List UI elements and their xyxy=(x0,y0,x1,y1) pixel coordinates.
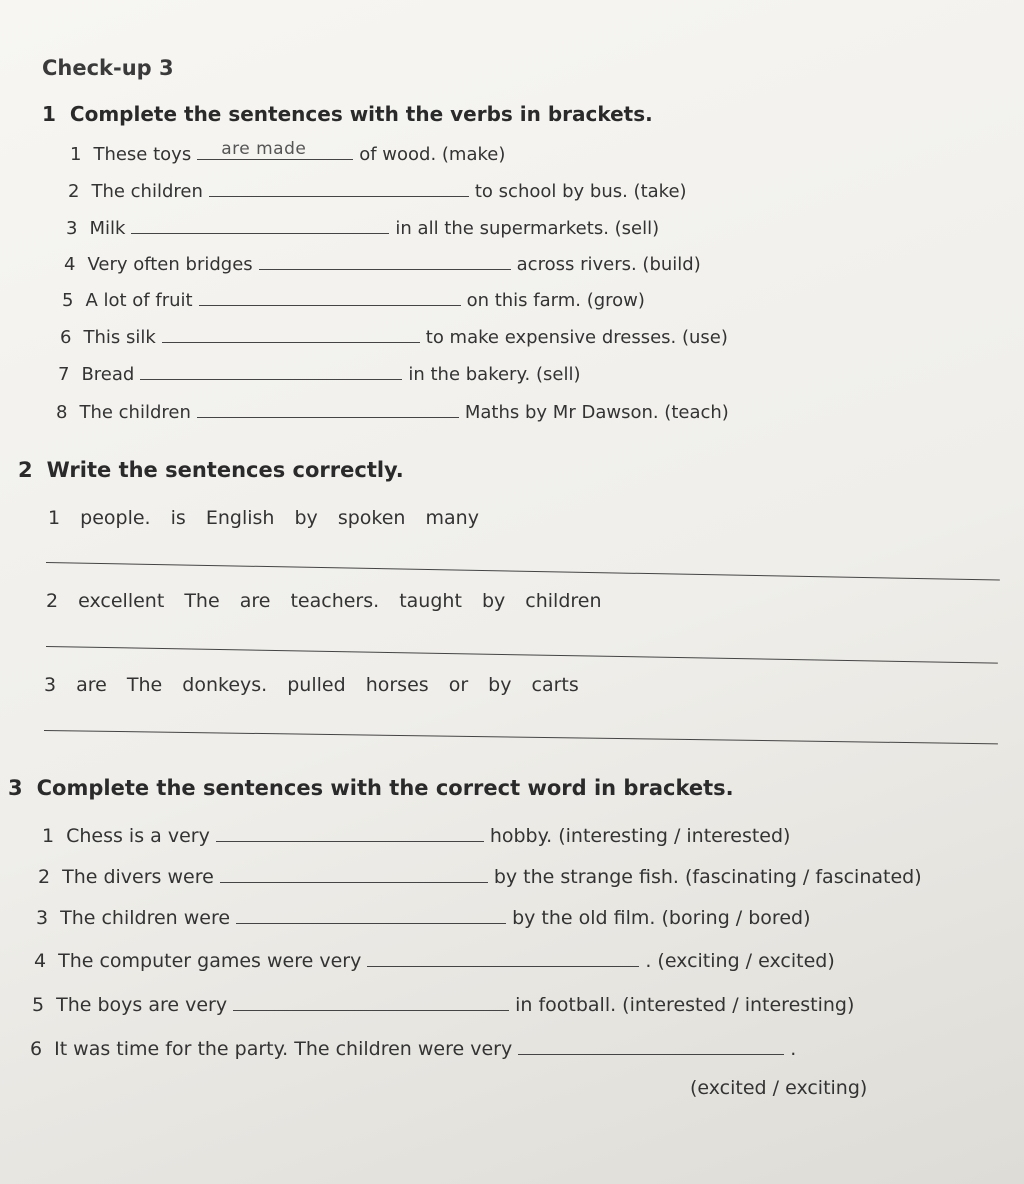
ex3-item-5: 5 The boys are very in football. (interested / interesting) xyxy=(32,994,855,1016)
page-title: Check-up 3 xyxy=(42,56,174,80)
ex3-item-1: 1 Chess is a very hobby. (interesting / interested) xyxy=(42,825,791,847)
answer-blank[interactable] xyxy=(199,304,461,306)
ex1-item-1: 1 These toys are made of wood. (make) xyxy=(70,139,506,165)
ex1-item-4: 4 Very often bridges across rivers. (build) xyxy=(64,254,701,275)
answer-blank[interactable] xyxy=(197,139,353,160)
exercise-2-heading xyxy=(18,458,404,482)
answer-blank[interactable] xyxy=(236,922,506,924)
ex1-item-7: 7 Bread in the bakery. (sell) xyxy=(58,364,581,385)
ex3-item-6: 6 It was time for the party. The children were very . xyxy=(30,1038,797,1060)
answer-blank[interactable] xyxy=(140,378,402,380)
answer-line[interactable] xyxy=(46,646,998,664)
answer-blank[interactable] xyxy=(131,232,389,234)
answer-blank[interactable] xyxy=(209,195,469,197)
answer-blank[interactable] xyxy=(233,1009,509,1011)
ex2-item-3: 3 are The donkeys. pulled horses or by carts xyxy=(44,674,579,696)
ex3-item-2: 2 The divers were by the strange fish. (fascinating / fascinated) xyxy=(38,866,922,888)
ex3-item-3: 3 The children were by the old film. (boring / bored) xyxy=(36,907,811,929)
answer-line[interactable] xyxy=(46,562,1000,580)
ex1-item-3: 3 Milk in all the supermarkets. (sell) xyxy=(66,218,660,239)
answer-blank[interactable] xyxy=(259,268,511,270)
ex1-item-8: 8 The children Maths by Mr Dawson. (teach) xyxy=(56,402,729,423)
exercise-3-instruction: Complete the sentences with the correct word in brackets. xyxy=(36,776,734,800)
answer-blank[interactable] xyxy=(367,965,639,967)
ex1-item-5: 5 A lot of fruit on this farm. (grow) xyxy=(62,290,645,311)
handwritten-answer: are made xyxy=(221,139,307,159)
exercise-2-number: 2 xyxy=(18,458,33,482)
ex3-item-6-options: (excited / exciting) xyxy=(690,1077,868,1099)
answer-blank[interactable] xyxy=(216,840,484,842)
exercise-3-number: 3 xyxy=(8,776,23,800)
ex1-item-2: 2 The children to school by bus. (take) xyxy=(68,181,687,202)
exercise-1-number: 1 xyxy=(42,102,56,126)
ex2-item-1: 1 people. is English by spoken many xyxy=(48,507,479,529)
ex1-item-6: 6 This silk to make expensive dresses. (use) xyxy=(60,327,728,348)
answer-blank[interactable] xyxy=(518,1053,784,1055)
ex3-item-4: 4 The computer games were very . (exciting / excited) xyxy=(34,950,835,972)
exercise-1-instruction: Complete the sentences with the verbs in brackets. xyxy=(69,102,653,126)
ex2-item-2: 2 excellent The are teachers. taught by children xyxy=(46,590,602,612)
exercise-2-instruction: Write the sentences correctly. xyxy=(46,458,404,482)
answer-line[interactable] xyxy=(44,730,998,744)
answer-blank[interactable] xyxy=(197,416,459,418)
answer-blank[interactable] xyxy=(220,881,488,883)
answer-blank[interactable] xyxy=(162,341,420,343)
exercise-1-heading xyxy=(42,102,653,126)
exercise-3-heading xyxy=(8,776,734,800)
